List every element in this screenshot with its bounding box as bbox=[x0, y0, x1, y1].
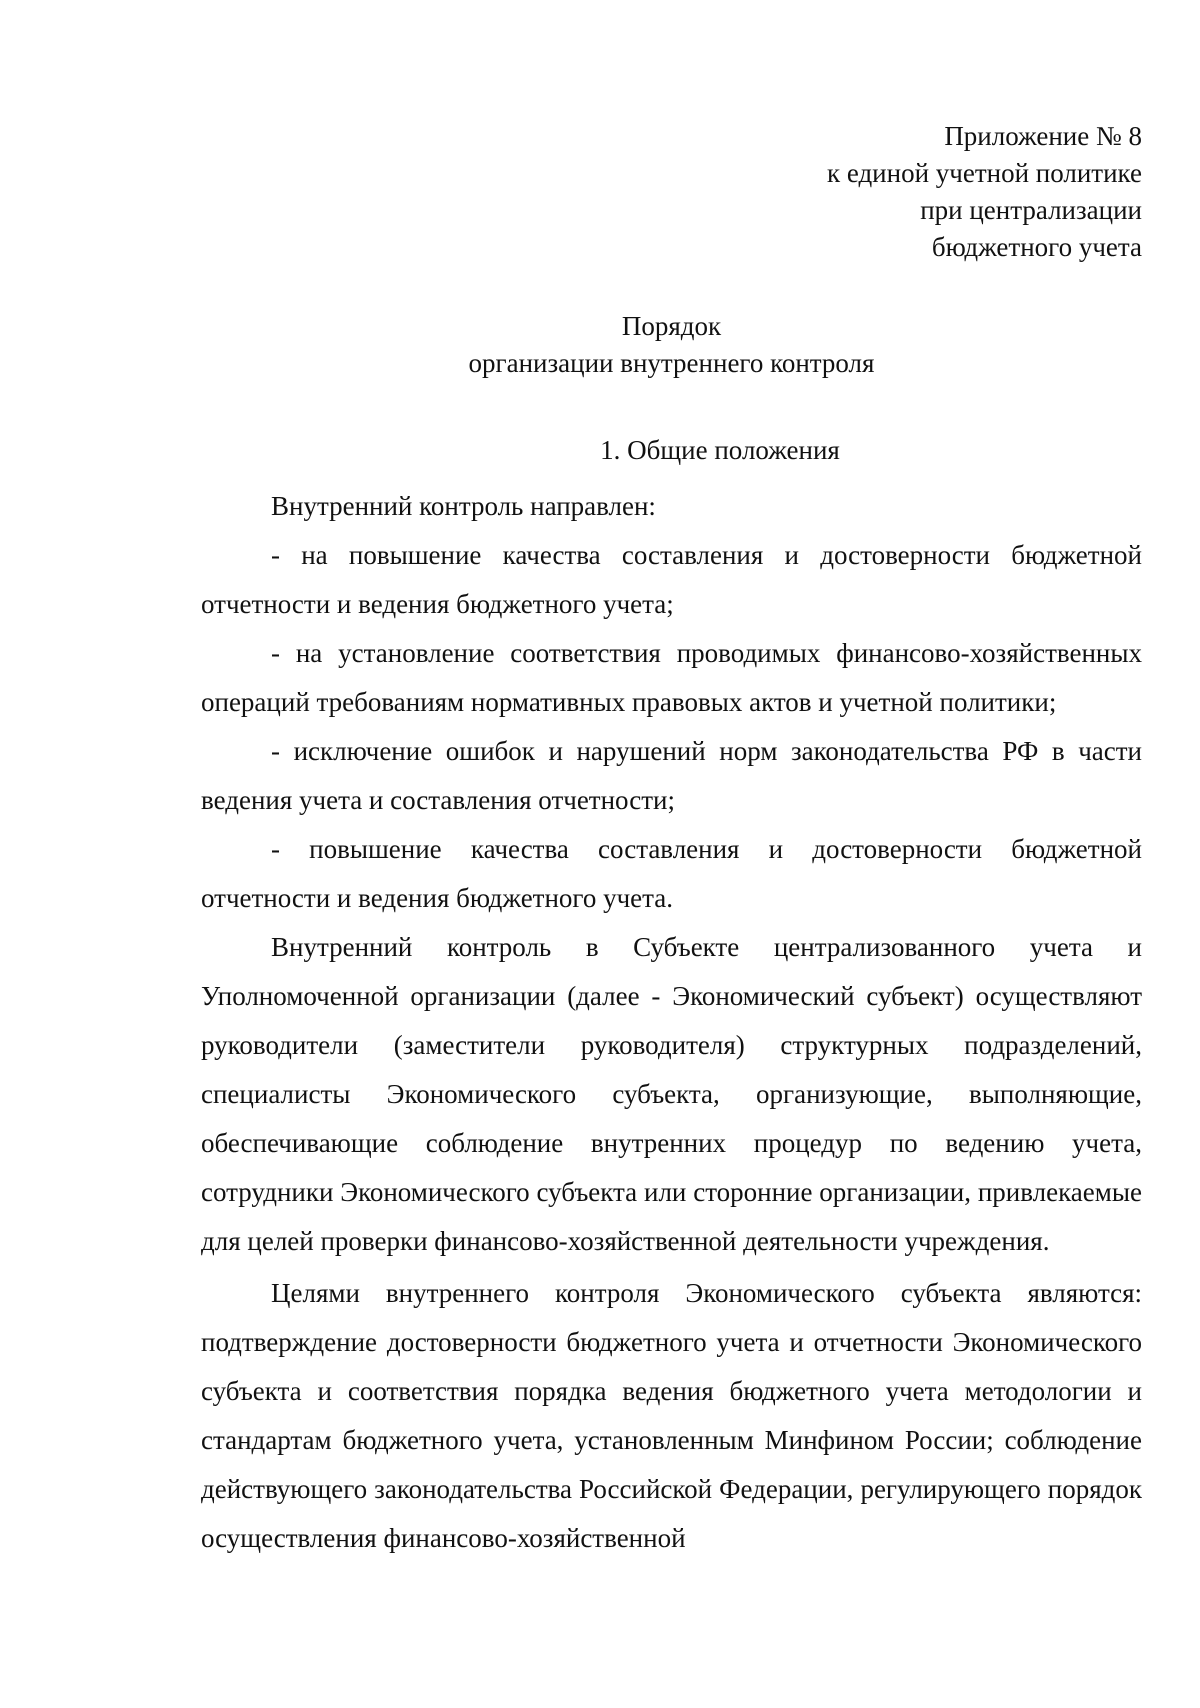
paragraph-item-3: - исключение ошибок и нарушений норм законодательства РФ в части ведения учета и составления отчетности; bbox=[201, 736, 1142, 815]
annex-line-4: бюджетного учета bbox=[931, 232, 1142, 262]
document-title: Порядок bbox=[621, 311, 722, 341]
paragraph-item-1: - на повышение качества составления и достоверности бюджетной отчетности и ведения бюджетного учета; bbox=[201, 540, 1142, 619]
paragraph-item-4: - повышение качества составления и достоверности бюджетной отчетности и ведения бюджетного учета. bbox=[201, 834, 1142, 913]
paragraph-item-2: - на установление соответствия проводимых финансово-хозяйственных операций требованиям нормативных правовых актов и учетной политики; bbox=[201, 638, 1142, 717]
section-heading: 1. Общие положения bbox=[600, 435, 840, 465]
annex-line-2: к единой учетной политике bbox=[826, 158, 1142, 188]
paragraph-intro: Внутренний контроль направлен: bbox=[271, 491, 656, 521]
document-subtitle: организации внутреннего контроля bbox=[468, 348, 875, 378]
annex-block bbox=[700, 118, 1142, 266]
annex-number: Приложение № 8 bbox=[944, 121, 1142, 151]
paragraph-control-subjects: Внутренний контроль в Субъекте централизованного учета и Уполномоченной организации (далее - Экономический субъект) осуществляют руководители (заместители руководителя) структурных подразделений, специалисты Экономического субъекта, организующие, выполняющие, обеспечивающие соблюдение внутренних процедур по ведению учета, сотрудники Экономического субъекта или сторонние организации, привлекаемые для целей проверки финансово-хозяйственной деятельности учреждения. bbox=[201, 932, 1142, 1256]
body-text bbox=[201, 482, 1142, 1563]
paragraph-control-goals: Целями внутреннего контроля Экономического субъекта являются: подтверждение достоверности бюджетного учета и отчетности Экономического субъекта и соответствия порядка ведения бюджетного учета методологии и стандартам бюджетного учета, установленным Минфином России; соблюдение действующего законодательства Российской Федерации, регулирующего порядок осуществления финансово-хозяйственной bbox=[201, 1278, 1142, 1553]
annex-line-3: при централизации bbox=[920, 195, 1142, 225]
